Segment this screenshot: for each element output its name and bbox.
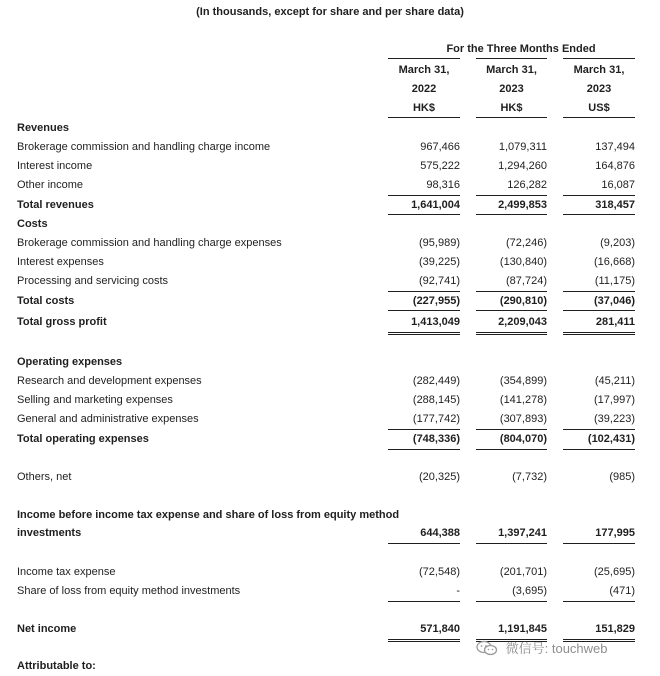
row-label: General and administrative expenses: [17, 413, 199, 425]
double-rule: [388, 332, 460, 333]
value-cell: 1,079,311: [498, 141, 547, 153]
row-label: Attributable to:: [17, 660, 96, 672]
row-label: Interest expenses: [17, 256, 104, 268]
double-rule: [563, 334, 635, 335]
value-cell: 164,876: [595, 160, 635, 172]
double-rule: [476, 334, 547, 335]
double-rule: [476, 332, 547, 333]
value-cell: 1,397,241: [498, 527, 547, 539]
value-cell: (11,175): [594, 275, 635, 287]
value-cell: 16,087: [601, 179, 635, 191]
column-currency: HK$: [500, 102, 523, 114]
value-cell: (354,899): [499, 375, 547, 387]
row-label: investments: [17, 527, 82, 539]
value-cell: (288,145): [412, 394, 460, 406]
column-currency: US$: [588, 102, 610, 114]
column-currency: HK$: [412, 102, 435, 114]
wechat-icon: [476, 640, 498, 656]
table-row: [0, 272, 660, 290]
value-cell: 2,209,043: [498, 316, 547, 328]
double-rule: [388, 334, 460, 335]
row-label: Revenues: [17, 122, 69, 134]
value-cell: (39,223): [594, 413, 635, 425]
table-row: [0, 468, 660, 486]
section-header-attributable: [0, 657, 660, 675]
column-date: March 31,: [486, 64, 537, 76]
row-label: Total gross profit: [17, 316, 107, 328]
column-header-top-rule: [388, 58, 460, 59]
table-row: [0, 372, 660, 390]
value-cell: (39,225): [419, 256, 460, 268]
section-header-costs: [0, 215, 660, 233]
double-rule: [388, 639, 460, 640]
total-row: [0, 620, 660, 638]
value-cell: 571,840: [420, 623, 460, 635]
value-cell: (102,431): [587, 433, 635, 445]
value-cell: 281,411: [595, 316, 635, 328]
value-cell: 1,413,049: [411, 316, 460, 328]
value-cell: (748,336): [412, 433, 460, 445]
column-header-bottom-rule: [563, 117, 635, 118]
column-header-bottom-rule: [476, 117, 547, 118]
table-row: [0, 563, 660, 581]
value-cell: (95,989): [419, 237, 460, 249]
total-rule: [563, 543, 635, 544]
value-cell: (471): [609, 585, 635, 597]
column-date: March 31,: [398, 64, 450, 76]
row-label: Research and development expenses: [17, 375, 202, 387]
value-cell: (72,246): [506, 237, 547, 249]
row-label: Net income: [17, 623, 77, 635]
column-header-top-rule: [476, 58, 547, 59]
column-header-2: [476, 61, 547, 118]
row-label: Other income: [17, 179, 84, 191]
total-row: [0, 196, 660, 214]
value-cell: 644,388: [420, 527, 460, 539]
wechat-watermark: [476, 638, 608, 657]
total-rule: [476, 449, 547, 450]
row-label: Selling and marketing expenses: [17, 394, 173, 406]
table-row: [0, 157, 660, 175]
row-label: Brokerage commission and handling charge income: [17, 141, 271, 153]
column-header-top-rule: [563, 58, 635, 59]
table-row: [0, 253, 660, 271]
column-header-3: [563, 61, 635, 118]
value-cell: (72,548): [419, 566, 460, 578]
subtotal-rule: [388, 601, 460, 602]
double-rule: [388, 641, 460, 642]
value-cell: 1,641,004: [411, 199, 460, 211]
double-rule: [563, 332, 635, 333]
value-cell: (25,695): [594, 566, 635, 578]
row-label: Share of loss from equity method investments: [17, 585, 241, 597]
value-cell: 177,995: [595, 527, 635, 539]
row-label: Total costs: [17, 295, 75, 307]
total-rule: [388, 449, 460, 450]
value-cell: -: [456, 585, 460, 597]
total-rule: [563, 449, 635, 450]
total-rule: [476, 543, 547, 544]
value-cell: (45,211): [594, 375, 635, 387]
value-cell: 2,499,853: [498, 199, 547, 211]
total-rule: [388, 310, 460, 311]
column-header-1: [388, 61, 460, 118]
value-cell: 126,282: [507, 179, 547, 191]
row-label: Processing and servicing costs: [17, 275, 169, 287]
value-cell: 98,316: [426, 179, 460, 191]
table-row: [0, 138, 660, 156]
value-cell: (3,695): [512, 585, 547, 597]
value-cell: (290,810): [499, 295, 547, 307]
row-label: Costs: [17, 218, 48, 230]
total-rule: [388, 543, 460, 544]
table-row: [0, 582, 660, 600]
value-cell: (282,449): [412, 375, 460, 387]
section-header-operating-expenses: [0, 353, 660, 371]
total-row: [0, 430, 660, 448]
value-cell: (7,732): [512, 471, 547, 483]
value-cell: (16,668): [594, 256, 635, 268]
value-cell: (17,997): [594, 394, 635, 406]
section-header-revenues: [0, 119, 660, 137]
value-cell: (92,741): [419, 275, 460, 287]
column-year: 2023: [586, 83, 612, 95]
row-label: Income before income tax expense and share of loss from equity method: [17, 509, 400, 521]
table-row: [0, 391, 660, 409]
column-year: 2023: [499, 83, 524, 95]
column-date: March 31,: [573, 64, 625, 76]
statement-subtitle: (In thousands, except for share and per share data): [196, 6, 464, 18]
value-cell: (307,893): [499, 413, 547, 425]
table-row: [0, 506, 660, 524]
value-cell: (87,724): [506, 275, 547, 287]
value-cell: (9,203): [600, 237, 635, 249]
subtotal-rule: [563, 601, 635, 602]
value-cell: 137,494: [595, 141, 635, 153]
row-label: Interest income: [17, 160, 93, 172]
row-label: Income tax expense: [17, 566, 116, 578]
table-row: [0, 410, 660, 428]
total-row: [0, 313, 660, 331]
total-rule: [563, 310, 635, 311]
value-cell: (141,278): [499, 394, 547, 406]
table-row: [0, 176, 660, 194]
total-rule: [476, 310, 547, 311]
row-label: Total operating expenses: [17, 433, 149, 445]
row-label: Others, net: [17, 471, 72, 483]
column-year: 2022: [411, 83, 437, 95]
value-cell: (201,701): [499, 566, 547, 578]
value-cell: 967,466: [420, 141, 460, 153]
value-cell: 151,829: [595, 623, 635, 635]
value-cell: (177,742): [412, 413, 460, 425]
value-cell: 575,222: [420, 160, 460, 172]
value-cell: (804,070): [499, 433, 547, 445]
value-cell: 1,294,260: [498, 160, 547, 172]
period-header: For the Three Months Ended: [446, 43, 596, 55]
value-cell: (227,955): [412, 295, 460, 307]
value-cell: (37,046): [594, 295, 635, 307]
row-label: Total revenues: [17, 199, 94, 211]
value-cell: 318,457: [595, 199, 635, 211]
value-cell: (20,325): [419, 471, 460, 483]
table-row: [0, 234, 660, 252]
total-row: [0, 292, 660, 310]
row-label: Operating expenses: [17, 356, 123, 368]
row-label: Brokerage commission and handling charge expenses: [17, 237, 282, 249]
value-cell: 1,191,845: [498, 623, 547, 635]
value-cell: (985): [609, 471, 635, 483]
watermark-text: 微信号: touchweb: [505, 641, 608, 656]
subtotal-rule: [476, 601, 547, 602]
value-cell: (130,840): [499, 256, 547, 268]
column-header-bottom-rule: [388, 117, 460, 118]
total-row: [0, 524, 660, 542]
